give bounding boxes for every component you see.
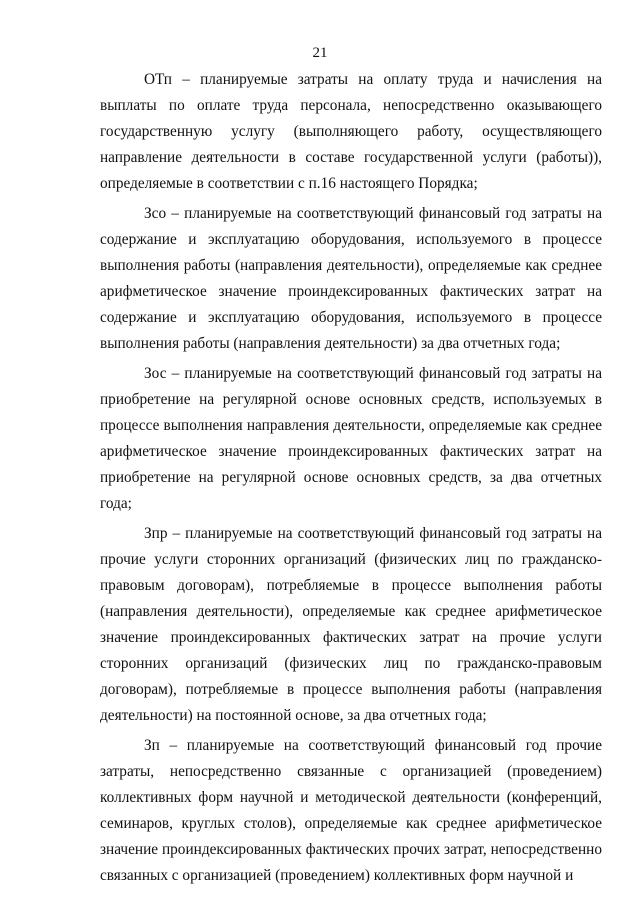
paragraph-zp: Зп – планируемые на соответствующий финансовый год прочие затраты, непосредственно связанные с организацией (проведением) коллективных форм научной и методической деятельности (конференций, семинаров, круглых столов), определяемые как среднее арифметическое значение проиндексированных фактических прочих затрат, непосредственно связанных с организацией (проведением) коллективных форм научной и <box>100 737 602 884</box>
paragraph-zso: Зсо – планируемые на соответствующий финансовый год затраты на содержание и эксплуатацию оборудования, используемого в процессе выполнения работы (направления деятельности), определяемые как среднее арифметическое значение проиндексированных фактических затрат на содержание и эксплуатацию оборудования, используемого в процессе выполнения работы (направления деятельности) за два отчетных года; <box>100 205 602 352</box>
paragraph-otp: ОТп – планируемые затраты на оплату труда и начисления на выплаты по оплате труда персонала, непосредственно оказывающего государственную услугу (выполняющего работу, осуществляющего направление деятельности в составе государственной услуги (работы)), определяемые в соответствии с п.16 настоящего Порядка; <box>100 71 602 192</box>
document-body <box>100 67 602 893</box>
paragraph-zos: Зос – планируемые на соответствующий финансовый год затраты на приобретение на регулярной основе основных средств, используемых в процессе выполнения направления деятельности, определяемые как среднее арифметическое значение проиндексированных фактических затрат на приобретение на регулярной основе основных средств, за два отчетных года; <box>100 365 602 512</box>
page-number: 21 <box>312 45 328 61</box>
paragraph-zpr: Зпр – планируемые на соответствующий финансовый год затраты на прочие услуги сторонних организаций (физических лиц по гражданско-правовым договорам), потребляемые в процессе выполнения работы (направления деятельности), определяемые как среднее арифметическое значение проиндексированных фактических затрат на прочие услуги сторонних организаций (физических лиц по гражданско-правовым договорам), потребляемые в процессе выполнения работы (направления деятельности) на постоянной основе, за два отчетных года; <box>100 525 602 724</box>
